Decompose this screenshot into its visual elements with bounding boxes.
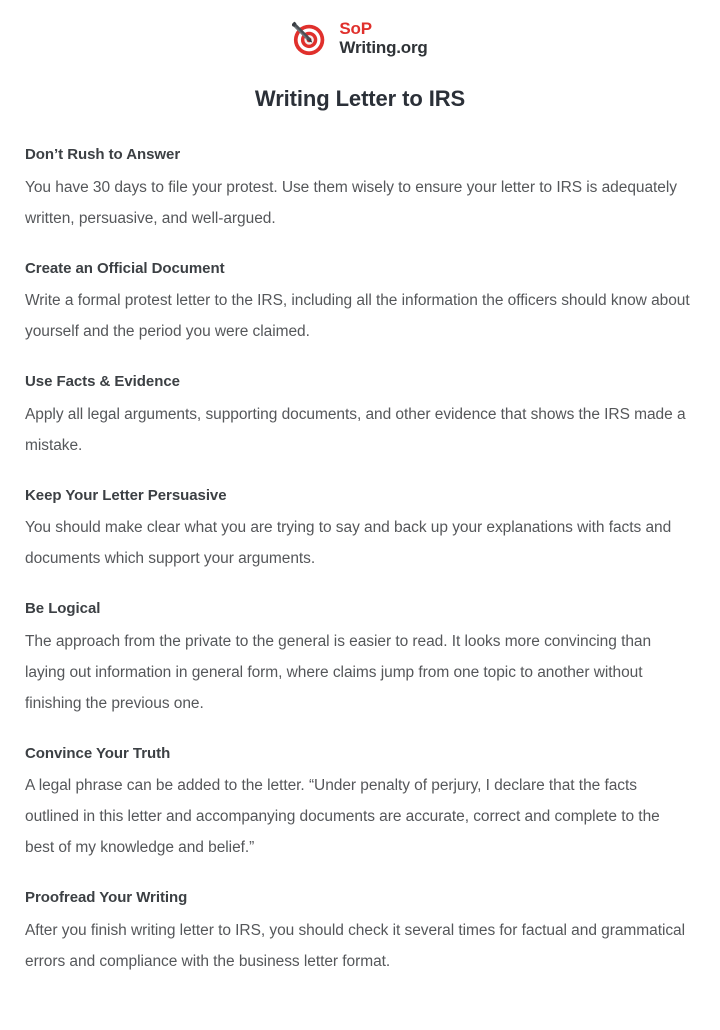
section-proofread-your-writing <box>25 888 693 977</box>
section-be-logical <box>25 599 693 719</box>
logo-text-sop: SoP <box>339 19 372 39</box>
section-heading: Keep Your Letter Persuasive <box>25 486 227 504</box>
section-paragraph: Apply all legal arguments, supporting documents, and other evidence that shows the IRS made a mistake. <box>25 405 686 454</box>
site-logo[interactable] <box>0 0 720 57</box>
section-paragraph: A legal phrase can be added to the letter. “Under penalty of perjury, I declare that the facts outlined in this letter and accompanying documents are accurate, correct and complete to the best of my knowledge and belief.” <box>25 777 660 857</box>
section-dont-rush-to-answer <box>25 145 693 234</box>
section-heading: Be Logical <box>25 600 101 618</box>
logo-text-writing-org: Writing.org <box>339 37 428 57</box>
section-use-facts-and-evidence <box>25 372 693 461</box>
section-paragraph: Write a formal protest letter to the IRS, including all the information the officers should know about yourself and the period you were claimed. <box>25 292 690 341</box>
section-keep-your-letter-persuasive <box>25 486 693 575</box>
page-title: Writing Letter to IRS <box>254 86 466 111</box>
section-create-an-official-document <box>25 259 693 348</box>
section-heading: Convince Your Truth <box>25 744 171 762</box>
section-heading: Don’t Rush to Answer <box>25 146 181 164</box>
target-dart-icon <box>292 19 330 57</box>
section-convince-your-truth <box>25 744 693 864</box>
article-body <box>0 145 693 977</box>
section-paragraph: The approach from the private to the general is easier to read. It looks more convincing than laying out information in general form, where claims jump from one topic to another without finishing the previous one. <box>25 632 652 712</box>
section-paragraph: You should make clear what you are trying to say and back up your explanations with facts and documents which support your arguments. <box>25 519 672 568</box>
section-heading: Use Facts & Evidence <box>25 373 180 391</box>
section-heading: Create an Official Document <box>25 259 225 277</box>
section-paragraph: You have 30 days to file your protest. Use them wisely to ensure your letter to IRS is adequately written, persuasive, and well-argued. <box>25 178 677 227</box>
section-paragraph: After you finish writing letter to IRS, you should check it several times for factual and grammatical errors and compliance with the business letter format. <box>25 921 686 970</box>
section-heading: Proofread Your Writing <box>25 889 188 907</box>
logo-wordmark <box>339 20 427 56</box>
